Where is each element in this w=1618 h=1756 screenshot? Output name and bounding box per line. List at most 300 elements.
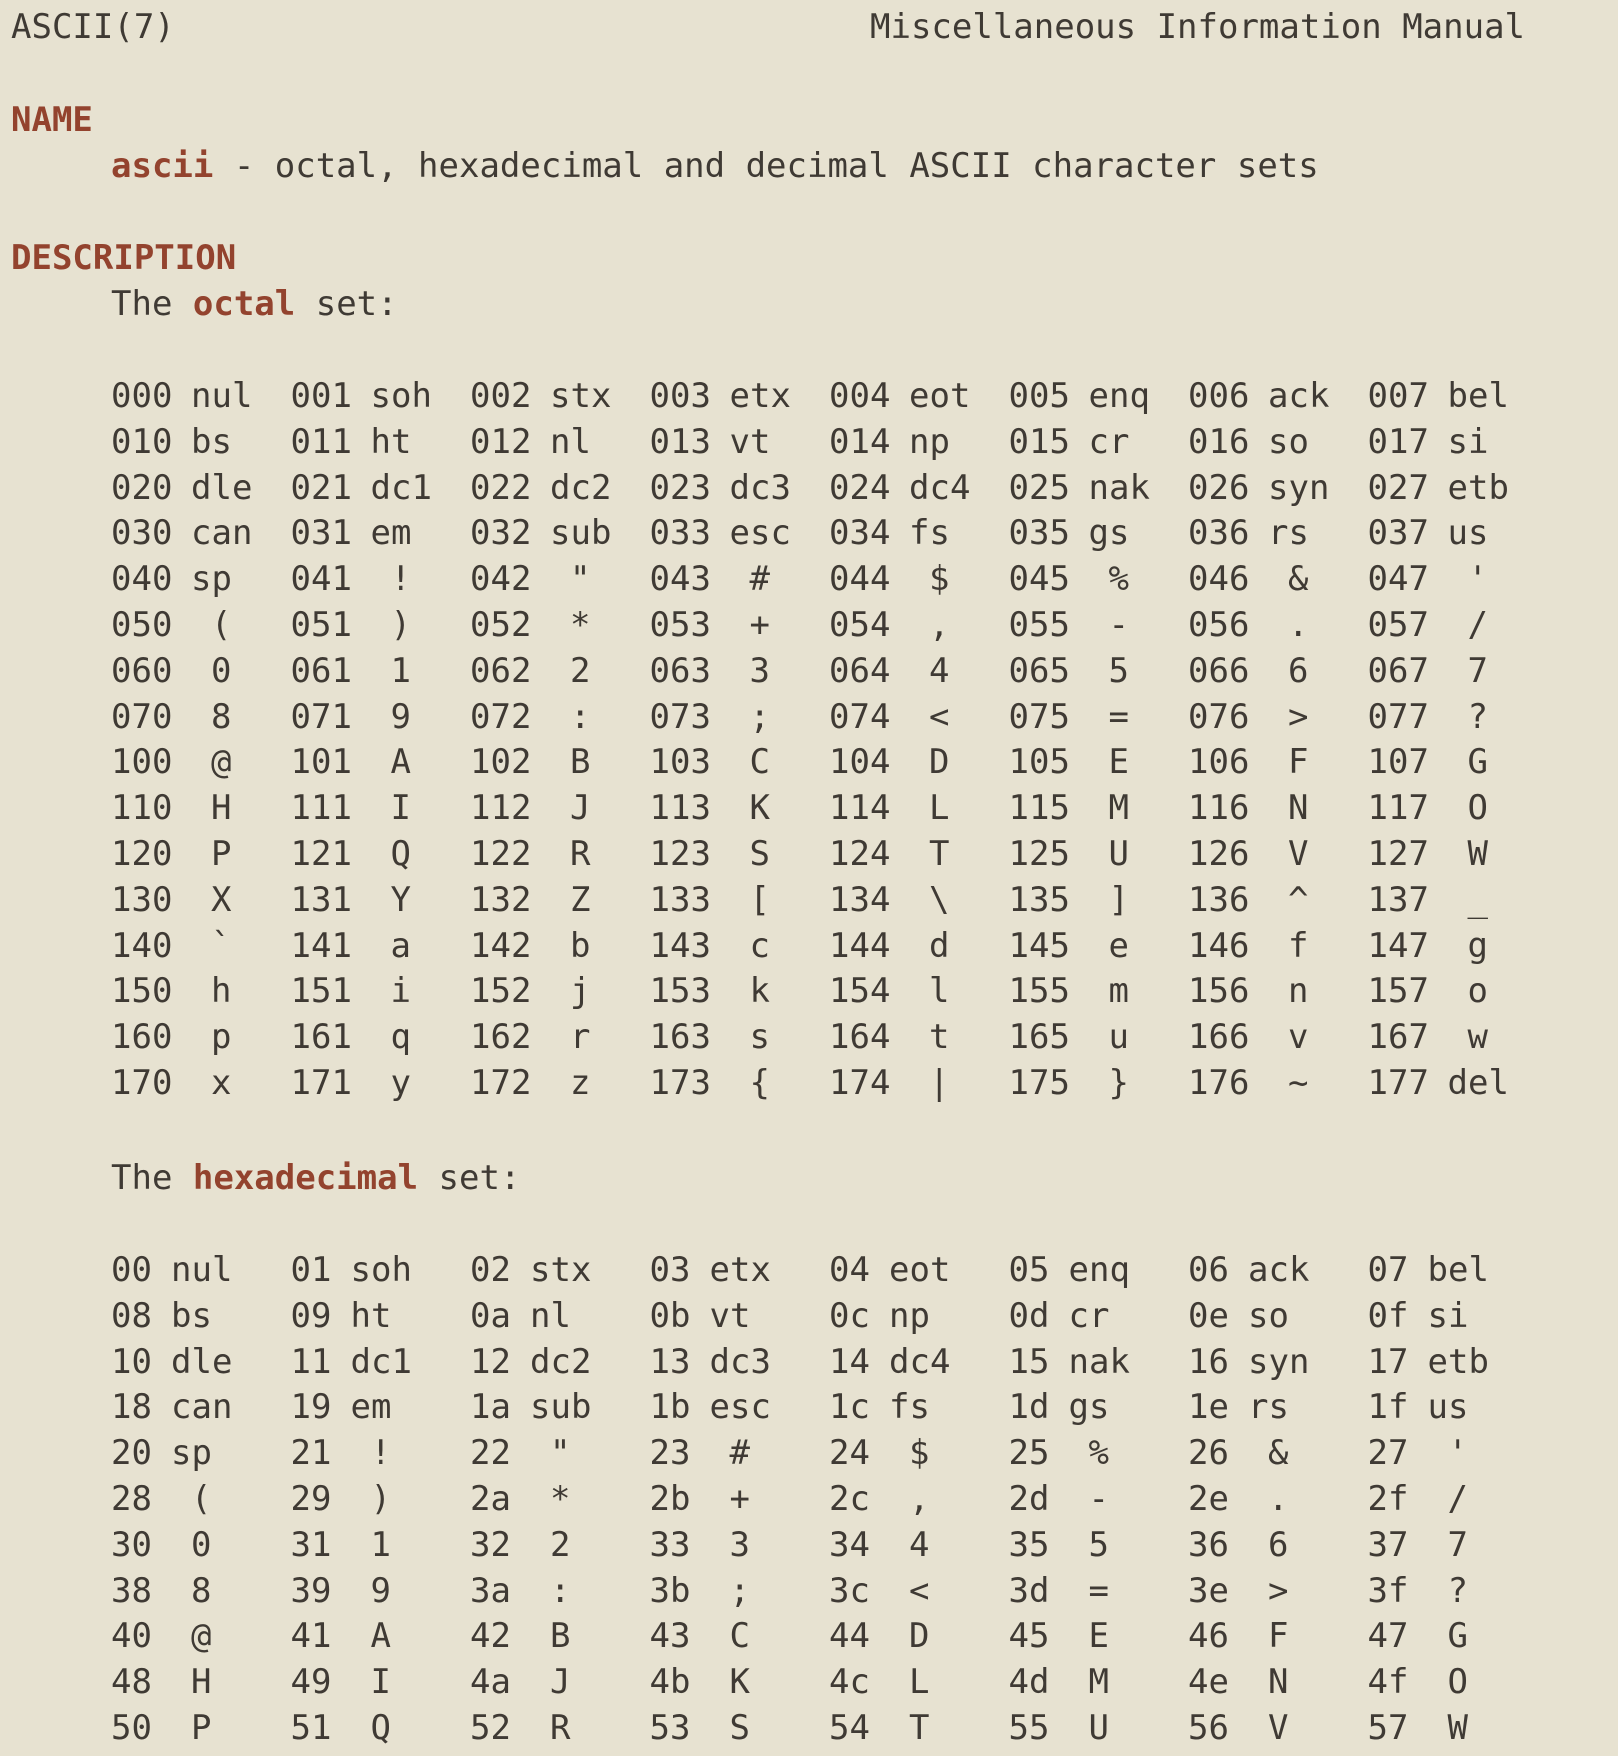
hex-row xyxy=(111,1613,1611,1659)
octal-char: ] xyxy=(1108,879,1129,920)
octal-char: M xyxy=(1108,788,1129,829)
octal-row xyxy=(111,556,1611,602)
hex-code: 26 xyxy=(1188,1433,1229,1474)
hex-code: 41 xyxy=(290,1616,332,1657)
octal-code: 010 xyxy=(111,421,173,462)
octal-code: 121 xyxy=(290,834,352,874)
hex-code: 4f xyxy=(1367,1662,1409,1703)
hex-keyword: hexadecimal xyxy=(192,1158,419,1198)
octal-code: 131 xyxy=(290,879,352,920)
hex-char: " xyxy=(550,1433,571,1474)
octal-row xyxy=(111,419,1611,465)
octal-char: s xyxy=(749,1017,770,1058)
hex-char: + xyxy=(729,1479,750,1519)
octal-row xyxy=(111,831,1611,877)
octal-char: @ xyxy=(211,742,232,783)
hex-char: can xyxy=(171,1387,233,1428)
octal-keyword: octal xyxy=(192,284,296,324)
octal-code: 155 xyxy=(1008,971,1070,1012)
octal-char: \ xyxy=(929,879,950,920)
hex-char: $ xyxy=(909,1433,930,1474)
hex-code: 48 xyxy=(111,1662,152,1703)
hex-code: 1c xyxy=(829,1387,870,1428)
octal-char: dc4 xyxy=(909,467,971,508)
octal-code: 175 xyxy=(1008,1063,1070,1103)
octal-code: 153 xyxy=(649,971,711,1012)
hex-code: 44 xyxy=(829,1616,870,1657)
octal-char: ; xyxy=(749,696,770,737)
hex-row xyxy=(111,1247,1611,1293)
octal-code: 125 xyxy=(1008,834,1070,874)
octal-row xyxy=(111,1014,1611,1060)
octal-code: 144 xyxy=(829,925,891,966)
octal-char: L xyxy=(929,788,950,829)
hex-code: 2d xyxy=(1008,1479,1050,1519)
hex-code: 2b xyxy=(649,1479,691,1519)
octal-char: 3 xyxy=(749,650,770,691)
octal-code: 176 xyxy=(1188,1063,1250,1103)
octal-code: 063 xyxy=(649,650,711,691)
octal-code: 137 xyxy=(1367,879,1429,920)
octal-row xyxy=(111,739,1611,785)
octal-char: ( xyxy=(211,605,232,645)
hex-code: 36 xyxy=(1188,1524,1229,1565)
octal-char: , xyxy=(929,605,950,645)
hex-char: nak xyxy=(1068,1341,1130,1382)
hex-char: ( xyxy=(191,1479,212,1519)
hex-char: % xyxy=(1088,1433,1109,1474)
octal-char: ! xyxy=(390,559,411,600)
octal-code: 053 xyxy=(649,605,711,645)
octal-char: x xyxy=(211,1063,232,1103)
octal-code: 062 xyxy=(470,650,532,691)
hex-char: stx xyxy=(530,1250,592,1290)
octal-code: 112 xyxy=(470,788,532,829)
octal-row xyxy=(111,373,1611,419)
octal-char: sub xyxy=(550,513,612,554)
octal-char: 9 xyxy=(390,696,411,737)
hex-char: bel xyxy=(1427,1250,1489,1290)
octal-intro-after: set: xyxy=(295,284,398,324)
octal-code: 146 xyxy=(1188,925,1250,966)
hex-char: D xyxy=(909,1616,930,1657)
octal-char: gs xyxy=(1088,513,1130,554)
octal-char: } xyxy=(1108,1063,1129,1103)
hex-char: # xyxy=(729,1433,750,1474)
hex-char: nul xyxy=(171,1250,233,1290)
hex-char: dc2 xyxy=(530,1341,592,1382)
octal-char: [ xyxy=(749,879,770,920)
octal-code: 126 xyxy=(1188,834,1250,874)
hex-char: dc4 xyxy=(889,1341,951,1382)
hex-code: 28 xyxy=(111,1479,152,1519)
octal-char: 5 xyxy=(1108,650,1129,691)
hex-code: 1e xyxy=(1188,1387,1229,1428)
hex-code: 3f xyxy=(1367,1570,1409,1611)
octal-code: 152 xyxy=(470,971,532,1012)
hex-code: 1b xyxy=(649,1387,691,1428)
octal-code: 120 xyxy=(111,834,173,874)
octal-char: cr xyxy=(1088,421,1130,462)
octal-char: r xyxy=(570,1017,591,1058)
octal-code: 020 xyxy=(111,467,173,508)
hex-char: cr xyxy=(1068,1295,1110,1336)
octal-char: a xyxy=(390,925,411,966)
octal-row xyxy=(111,602,1611,648)
octal-code: 110 xyxy=(111,788,173,829)
octal-char: : xyxy=(570,696,591,737)
hex-char: ' xyxy=(1447,1433,1468,1474)
octal-code: 151 xyxy=(290,971,352,1012)
octal-char: bs xyxy=(191,421,232,462)
octal-char: D xyxy=(929,742,950,783)
hex-char: O xyxy=(1447,1662,1468,1703)
octal-char: O xyxy=(1467,788,1488,829)
octal-char: g xyxy=(1467,925,1488,966)
octal-char: $ xyxy=(929,559,950,600)
hex-code: 40 xyxy=(111,1616,152,1657)
octal-char: z xyxy=(570,1063,591,1103)
octal-char: & xyxy=(1288,559,1309,600)
hex-code: 07 xyxy=(1367,1250,1409,1290)
octal-char: bel xyxy=(1447,376,1509,416)
hex-char: eot xyxy=(889,1250,951,1290)
hex-code: 23 xyxy=(649,1433,691,1474)
page-header-title: ASCII(7) xyxy=(11,7,175,47)
hex-char: em xyxy=(350,1387,392,1428)
hex-char: R xyxy=(550,1708,571,1748)
hex-char: 8 xyxy=(191,1570,212,1611)
hex-row xyxy=(111,1293,1611,1339)
hex-char: 5 xyxy=(1088,1524,1109,1565)
octal-char: 4 xyxy=(929,650,950,691)
hex-char: etb xyxy=(1427,1341,1489,1382)
octal-char: { xyxy=(749,1063,770,1103)
hex-code: 02 xyxy=(470,1250,511,1290)
hex-code: 09 xyxy=(290,1295,332,1336)
hex-code: 2c xyxy=(829,1479,870,1519)
hex-code: 56 xyxy=(1188,1708,1229,1748)
hex-char: , xyxy=(909,1479,930,1519)
octal-code: 067 xyxy=(1367,650,1429,691)
hex-row xyxy=(111,1568,1611,1614)
octal-char: < xyxy=(929,696,950,737)
hex-code: 46 xyxy=(1188,1616,1229,1657)
octal-char: us xyxy=(1447,513,1489,554)
hex-code: 29 xyxy=(290,1479,332,1519)
hex-code: 0e xyxy=(1188,1295,1229,1336)
hex-code: 45 xyxy=(1008,1616,1050,1657)
octal-char: n xyxy=(1288,971,1309,1012)
hex-row xyxy=(111,1476,1611,1522)
octal-char: enq xyxy=(1088,376,1150,416)
octal-char: stx xyxy=(550,376,612,416)
octal-char: % xyxy=(1108,559,1129,600)
hex-char: ht xyxy=(350,1295,392,1336)
hex-code: 3c xyxy=(829,1570,870,1611)
hex-char: / xyxy=(1447,1479,1468,1519)
hex-char: E xyxy=(1088,1616,1109,1657)
hex-char: fs xyxy=(889,1387,930,1428)
octal-char: k xyxy=(749,971,770,1012)
hex-char: S xyxy=(729,1708,750,1748)
hex-char: 6 xyxy=(1268,1524,1289,1565)
octal-char: Q xyxy=(390,834,411,874)
octal-char: Y xyxy=(390,879,411,920)
octal-char: i xyxy=(390,971,411,1012)
hex-code: 35 xyxy=(1008,1524,1050,1565)
hex-code: 01 xyxy=(290,1250,332,1290)
hex-intro-before: The xyxy=(111,1158,193,1198)
hex-char: 3 xyxy=(729,1524,750,1565)
hex-code: 0d xyxy=(1008,1295,1050,1336)
hex-code: 55 xyxy=(1008,1708,1050,1748)
octal-code: 025 xyxy=(1008,467,1070,508)
hex-code: 0c xyxy=(829,1295,870,1336)
octal-char: # xyxy=(749,559,770,600)
hex-code: 0f xyxy=(1367,1295,1409,1336)
hex-row xyxy=(111,1384,1611,1430)
octal-char: G xyxy=(1467,742,1488,783)
hex-code: 49 xyxy=(290,1662,332,1703)
octal-code: 177 xyxy=(1367,1063,1429,1103)
octal-char: e xyxy=(1108,925,1129,966)
octal-code: 073 xyxy=(649,696,711,737)
hex-code: 1f xyxy=(1367,1387,1409,1428)
hex-char: < xyxy=(909,1570,930,1611)
octal-char: u xyxy=(1108,1017,1129,1058)
hex-char: H xyxy=(191,1662,212,1703)
hex-code: 4d xyxy=(1008,1662,1050,1703)
octal-code: 052 xyxy=(470,605,532,645)
octal-code: 017 xyxy=(1367,421,1429,462)
hex-char: M xyxy=(1088,1662,1109,1703)
octal-char: > xyxy=(1288,696,1309,737)
octal-char: soh xyxy=(370,376,432,416)
octal-char: 6 xyxy=(1288,650,1309,691)
octal-code: 115 xyxy=(1008,788,1070,829)
octal-char: o xyxy=(1467,971,1488,1012)
octal-code: 051 xyxy=(290,605,352,645)
octal-code: 024 xyxy=(829,467,891,508)
hex-row xyxy=(111,1339,1611,1385)
octal-code: 173 xyxy=(649,1063,711,1103)
hex-code: 10 xyxy=(111,1341,152,1382)
octal-char: . xyxy=(1288,605,1309,645)
octal-code: 014 xyxy=(829,421,891,462)
hex-code: 4c xyxy=(829,1662,870,1703)
hex-code: 03 xyxy=(649,1250,691,1290)
octal-code: 001 xyxy=(290,376,352,416)
hex-char: dc1 xyxy=(350,1341,412,1382)
hex-char: ) xyxy=(370,1479,391,1519)
octal-char: ^ xyxy=(1288,879,1309,920)
octal-char: X xyxy=(211,879,232,920)
octal-char: eot xyxy=(909,376,971,416)
octal-char: I xyxy=(390,788,411,829)
octal-code: 145 xyxy=(1008,925,1070,966)
hex-char: si xyxy=(1427,1295,1469,1336)
hex-code: 17 xyxy=(1367,1341,1409,1382)
octal-code: 045 xyxy=(1008,559,1070,600)
octal-row xyxy=(111,694,1611,740)
octal-char: dc2 xyxy=(550,467,612,508)
octal-char: vt xyxy=(729,421,771,462)
octal-char: = xyxy=(1108,696,1129,737)
hex-code: 00 xyxy=(111,1250,152,1290)
octal-code: 142 xyxy=(470,925,532,966)
octal-char: j xyxy=(570,971,591,1012)
hex-row xyxy=(111,1522,1611,1568)
name-line xyxy=(111,143,1319,189)
hex-code: 2f xyxy=(1367,1479,1409,1519)
hex-char: = xyxy=(1088,1570,1109,1611)
octal-code: 106 xyxy=(1188,742,1250,783)
hex-intro xyxy=(111,1155,520,1201)
octal-char: H xyxy=(211,788,232,829)
hex-code: 05 xyxy=(1008,1250,1050,1290)
octal-char: so xyxy=(1268,421,1309,462)
octal-code: 015 xyxy=(1008,421,1070,462)
hex-code: 4a xyxy=(470,1662,511,1703)
hex-row xyxy=(111,1659,1611,1705)
hex-code: 43 xyxy=(649,1616,691,1657)
octal-char: ' xyxy=(1467,559,1488,600)
hex-char: ; xyxy=(729,1570,750,1611)
octal-code: 044 xyxy=(829,559,891,600)
octal-code: 143 xyxy=(649,925,711,966)
octal-code: 050 xyxy=(111,605,173,645)
octal-code: 132 xyxy=(470,879,532,920)
hex-char: etx xyxy=(709,1250,771,1290)
octal-code: 030 xyxy=(111,513,173,554)
octal-char: syn xyxy=(1268,467,1330,508)
octal-char: y xyxy=(390,1063,411,1103)
hex-char: 4 xyxy=(909,1524,930,1565)
octal-code: 072 xyxy=(470,696,532,737)
octal-code: 056 xyxy=(1188,605,1250,645)
octal-row xyxy=(111,785,1611,831)
octal-code: 032 xyxy=(470,513,532,554)
octal-char: np xyxy=(909,421,950,462)
hex-char: sub xyxy=(530,1387,592,1428)
hex-code: 3d xyxy=(1008,1570,1050,1611)
octal-char: h xyxy=(211,971,232,1012)
octal-code: 147 xyxy=(1367,925,1429,966)
hex-code: 2e xyxy=(1188,1479,1229,1519)
octal-code: 057 xyxy=(1367,605,1429,645)
octal-char: 7 xyxy=(1467,650,1488,691)
octal-code: 007 xyxy=(1367,376,1429,416)
hex-char: esc xyxy=(709,1387,771,1428)
octal-row xyxy=(111,1060,1611,1106)
hex-code: 57 xyxy=(1367,1708,1409,1748)
hex-code: 15 xyxy=(1008,1341,1050,1382)
octal-code: 026 xyxy=(1188,467,1250,508)
octal-char: K xyxy=(749,788,770,829)
octal-char: ht xyxy=(370,421,412,462)
hex-code: 4e xyxy=(1188,1662,1229,1703)
octal-code: 066 xyxy=(1188,650,1250,691)
hex-code: 53 xyxy=(649,1708,691,1748)
octal-intro-before: The xyxy=(111,284,193,324)
hex-char: rs xyxy=(1248,1387,1289,1428)
hex-code: 30 xyxy=(111,1524,152,1565)
octal-code: 023 xyxy=(649,467,711,508)
octal-code: 011 xyxy=(290,421,352,462)
octal-char: f xyxy=(1288,925,1309,966)
octal-char: E xyxy=(1108,742,1129,783)
hex-char: 0 xyxy=(191,1524,212,1565)
octal-code: 164 xyxy=(829,1017,891,1058)
hex-char: F xyxy=(1268,1616,1289,1657)
octal-char: ack xyxy=(1268,376,1330,416)
octal-char: ` xyxy=(211,925,232,966)
octal-char: nak xyxy=(1088,467,1150,508)
hex-char: & xyxy=(1268,1433,1289,1474)
hex-code: 38 xyxy=(111,1570,152,1611)
octal-code: 022 xyxy=(470,467,532,508)
octal-char: fs xyxy=(909,513,950,554)
hex-code: 18 xyxy=(111,1387,152,1428)
octal-code: 114 xyxy=(829,788,891,829)
hex-char: T xyxy=(909,1708,930,1748)
octal-code: 021 xyxy=(290,467,352,508)
hex-code: 13 xyxy=(649,1341,691,1382)
octal-char: J xyxy=(570,788,591,829)
octal-code: 170 xyxy=(111,1063,173,1103)
hex-char: L xyxy=(909,1662,930,1703)
octal-char: nul xyxy=(191,376,253,416)
octal-code: 013 xyxy=(649,421,711,462)
octal-code: 036 xyxy=(1188,513,1250,554)
hex-code: 2a xyxy=(470,1479,511,1519)
octal-code: 166 xyxy=(1188,1017,1250,1058)
octal-char: del xyxy=(1447,1063,1509,1103)
octal-code: 165 xyxy=(1008,1017,1070,1058)
octal-char: esc xyxy=(729,513,791,554)
octal-code: 130 xyxy=(111,879,173,920)
octal-code: 012 xyxy=(470,421,532,462)
octal-char: 2 xyxy=(570,650,591,691)
hex-code: 51 xyxy=(290,1708,332,1748)
octal-code: 100 xyxy=(111,742,173,783)
octal-char: sp xyxy=(191,559,232,600)
octal-code: 172 xyxy=(470,1063,532,1103)
octal-char: 8 xyxy=(211,696,232,737)
octal-char: v xyxy=(1288,1017,1309,1058)
hex-char: nl xyxy=(530,1295,571,1336)
hex-char: . xyxy=(1268,1479,1289,1519)
hex-code: 14 xyxy=(829,1341,870,1382)
octal-code: 123 xyxy=(649,834,711,874)
octal-code: 133 xyxy=(649,879,711,920)
octal-code: 150 xyxy=(111,971,173,1012)
hex-code: 34 xyxy=(829,1524,870,1565)
hex-char: gs xyxy=(1068,1387,1110,1428)
octal-char: rs xyxy=(1268,513,1309,554)
hex-intro-after: set: xyxy=(418,1158,521,1198)
octal-code: 046 xyxy=(1188,559,1250,600)
hex-char: 9 xyxy=(370,1570,391,1611)
octal-char: d xyxy=(929,925,950,966)
octal-row xyxy=(111,923,1611,969)
octal-char: P xyxy=(211,834,232,874)
hex-char: I xyxy=(370,1662,391,1703)
hex-code: 20 xyxy=(111,1433,152,1474)
octal-row xyxy=(111,465,1611,511)
octal-code: 077 xyxy=(1367,696,1429,737)
